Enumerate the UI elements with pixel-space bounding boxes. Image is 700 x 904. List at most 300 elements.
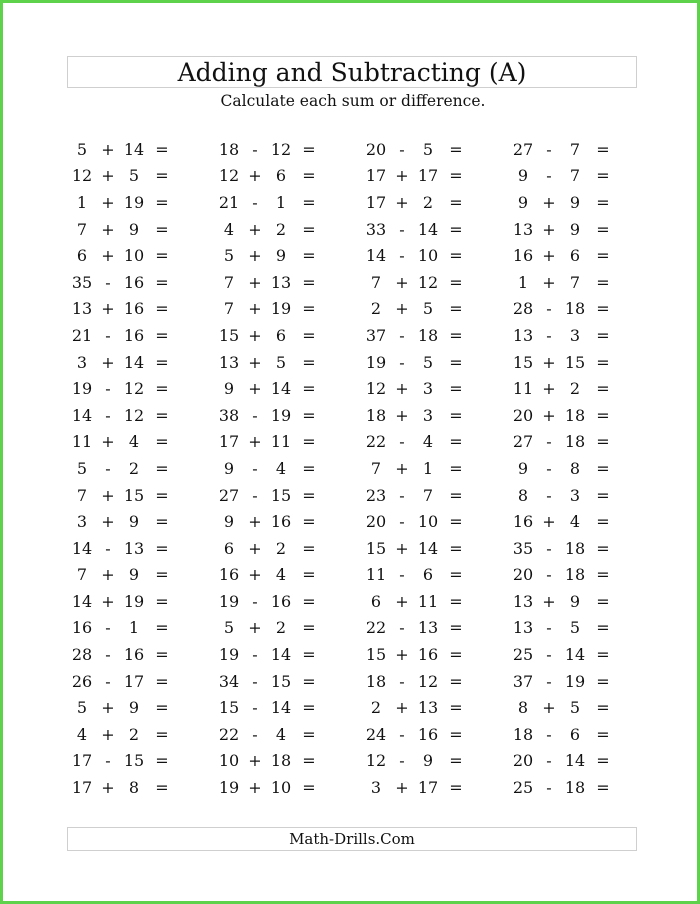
- equals-sign: =: [155, 751, 169, 771]
- equals-sign: =: [449, 565, 463, 585]
- operator: -: [546, 485, 552, 505]
- first-operand: 5: [223, 246, 235, 266]
- first-operand: 25: [512, 645, 534, 665]
- operator: +: [395, 379, 409, 399]
- problem-item: [359, 694, 506, 721]
- first-operand: 9: [517, 166, 529, 186]
- operator: -: [105, 538, 111, 558]
- second-operand: 13: [270, 272, 292, 292]
- second-operand: 2: [569, 379, 581, 399]
- second-operand: 10: [417, 246, 439, 266]
- problems-grid: [65, 136, 625, 801]
- equals-sign: =: [449, 405, 463, 425]
- problem-item: [359, 375, 506, 402]
- first-operand: 9: [223, 512, 235, 532]
- equals-sign: =: [596, 751, 610, 771]
- second-operand: 5: [422, 299, 434, 319]
- first-operand: 7: [76, 485, 88, 505]
- problem-item: [65, 269, 212, 296]
- equals-sign: =: [449, 192, 463, 212]
- second-operand: 2: [275, 538, 287, 558]
- operator: +: [101, 591, 115, 611]
- operator: -: [399, 671, 405, 691]
- problem-item: [506, 694, 653, 721]
- second-operand: 15: [564, 352, 586, 372]
- second-operand: 6: [569, 246, 581, 266]
- problem-item: [65, 242, 212, 269]
- first-operand: 7: [370, 272, 382, 292]
- second-operand: 4: [275, 565, 287, 585]
- second-operand: 14: [123, 352, 145, 372]
- first-operand: 17: [365, 192, 387, 212]
- operator: +: [542, 246, 556, 266]
- problem-item: [506, 455, 653, 482]
- problem-item: [212, 721, 359, 748]
- first-operand: 16: [512, 246, 534, 266]
- second-operand: 16: [417, 645, 439, 665]
- problem-item: [359, 455, 506, 482]
- second-operand: 15: [270, 485, 292, 505]
- second-operand: 14: [270, 379, 292, 399]
- equals-sign: =: [596, 645, 610, 665]
- problem-item: [359, 402, 506, 429]
- problem-item: [212, 694, 359, 721]
- problem-item: [212, 322, 359, 349]
- second-operand: 2: [422, 192, 434, 212]
- second-operand: 15: [123, 485, 145, 505]
- equals-sign: =: [596, 778, 610, 798]
- operator: +: [395, 778, 409, 798]
- problem-item: [359, 429, 506, 456]
- problem-item: [212, 163, 359, 190]
- problem-item: [506, 482, 653, 509]
- equals-sign: =: [155, 432, 169, 452]
- equals-sign: =: [596, 299, 610, 319]
- first-operand: 2: [370, 299, 382, 319]
- problem-item: [506, 748, 653, 775]
- operator: +: [395, 192, 409, 212]
- operator: +: [542, 591, 556, 611]
- first-operand: 17: [218, 432, 240, 452]
- problem-item: [359, 562, 506, 589]
- equals-sign: =: [449, 591, 463, 611]
- operator: -: [399, 219, 405, 239]
- first-operand: 17: [365, 166, 387, 186]
- second-operand: 3: [569, 325, 581, 345]
- equals-sign: =: [302, 698, 316, 718]
- problem-item: [65, 535, 212, 562]
- equals-sign: =: [596, 485, 610, 505]
- second-operand: 14: [564, 645, 586, 665]
- equals-sign: =: [302, 671, 316, 691]
- problem-item: [212, 482, 359, 509]
- problem-item: [506, 269, 653, 296]
- second-operand: 18: [564, 405, 586, 425]
- first-operand: 17: [71, 778, 93, 798]
- problem-item: [65, 641, 212, 668]
- operator: +: [248, 272, 262, 292]
- first-operand: 18: [365, 671, 387, 691]
- equals-sign: =: [302, 432, 316, 452]
- second-operand: 19: [123, 591, 145, 611]
- first-operand: 27: [512, 432, 534, 452]
- operator: +: [248, 219, 262, 239]
- operator: +: [395, 405, 409, 425]
- second-operand: 18: [417, 325, 439, 345]
- equals-sign: =: [155, 698, 169, 718]
- operator: +: [101, 698, 115, 718]
- second-operand: 19: [270, 405, 292, 425]
- first-operand: 15: [512, 352, 534, 372]
- first-operand: 13: [218, 352, 240, 372]
- equals-sign: =: [155, 139, 169, 159]
- second-operand: 9: [569, 192, 581, 212]
- operator: -: [105, 272, 111, 292]
- first-operand: 25: [512, 778, 534, 798]
- equals-sign: =: [449, 458, 463, 478]
- first-operand: 4: [223, 219, 235, 239]
- problem-item: [506, 216, 653, 243]
- operator: -: [399, 325, 405, 345]
- problem-item: [359, 136, 506, 163]
- first-operand: 15: [365, 645, 387, 665]
- first-operand: 14: [71, 591, 93, 611]
- operator: +: [101, 192, 115, 212]
- problem-item: [359, 163, 506, 190]
- operator: -: [105, 751, 111, 771]
- problem-item: [212, 562, 359, 589]
- first-operand: 18: [512, 724, 534, 744]
- problem-item: [65, 402, 212, 429]
- problem-item: [65, 322, 212, 349]
- problem-item: [506, 349, 653, 376]
- second-operand: 13: [123, 538, 145, 558]
- second-operand: 9: [422, 751, 434, 771]
- second-operand: 14: [270, 645, 292, 665]
- problem-item: [212, 349, 359, 376]
- operator: -: [546, 299, 552, 319]
- operator: +: [248, 325, 262, 345]
- equals-sign: =: [596, 272, 610, 292]
- first-operand: 3: [76, 352, 88, 372]
- equals-sign: =: [449, 139, 463, 159]
- equals-sign: =: [155, 778, 169, 798]
- first-operand: 13: [512, 618, 534, 638]
- equals-sign: =: [302, 192, 316, 212]
- problem-item: [359, 535, 506, 562]
- worksheet-title: Adding and Subtracting (A): [67, 56, 637, 88]
- problem-item: [506, 136, 653, 163]
- operator: +: [395, 272, 409, 292]
- operator: +: [248, 432, 262, 452]
- first-operand: 33: [365, 219, 387, 239]
- second-operand: 9: [128, 698, 140, 718]
- problem-item: [506, 375, 653, 402]
- operator: +: [101, 166, 115, 186]
- second-operand: 1: [128, 618, 140, 638]
- first-operand: 7: [223, 272, 235, 292]
- problem-item: [212, 189, 359, 216]
- equals-sign: =: [302, 299, 316, 319]
- first-operand: 16: [512, 512, 534, 532]
- equals-sign: =: [155, 219, 169, 239]
- operator: +: [248, 538, 262, 558]
- operator: -: [546, 432, 552, 452]
- equals-sign: =: [449, 512, 463, 532]
- problem-item: [506, 296, 653, 323]
- equals-sign: =: [449, 219, 463, 239]
- equals-sign: =: [596, 565, 610, 585]
- first-operand: 23: [365, 485, 387, 505]
- second-operand: 2: [128, 724, 140, 744]
- first-operand: 13: [512, 591, 534, 611]
- first-operand: 12: [365, 379, 387, 399]
- operator: +: [248, 166, 262, 186]
- problem-item: [65, 615, 212, 642]
- operator: -: [546, 565, 552, 585]
- first-operand: 16: [71, 618, 93, 638]
- first-operand: 3: [76, 512, 88, 532]
- second-operand: 19: [123, 192, 145, 212]
- problem-item: [65, 455, 212, 482]
- operator: -: [546, 325, 552, 345]
- equals-sign: =: [302, 645, 316, 665]
- problem-item: [359, 588, 506, 615]
- problem-item: [65, 136, 212, 163]
- first-operand: 6: [76, 246, 88, 266]
- second-operand: 19: [564, 671, 586, 691]
- equals-sign: =: [449, 432, 463, 452]
- equals-sign: =: [302, 565, 316, 585]
- first-operand: 11: [71, 432, 93, 452]
- operator: +: [542, 219, 556, 239]
- first-operand: 38: [218, 405, 240, 425]
- worksheet-footer: Math-Drills.Com: [67, 827, 637, 851]
- second-operand: 18: [564, 565, 586, 585]
- first-operand: 18: [218, 139, 240, 159]
- equals-sign: =: [449, 299, 463, 319]
- problem-item: [212, 774, 359, 801]
- equals-sign: =: [155, 485, 169, 505]
- equals-sign: =: [449, 166, 463, 186]
- second-operand: 9: [128, 512, 140, 532]
- operator: +: [395, 538, 409, 558]
- operator: +: [101, 432, 115, 452]
- equals-sign: =: [302, 591, 316, 611]
- equals-sign: =: [155, 565, 169, 585]
- operator: +: [248, 778, 262, 798]
- equals-sign: =: [302, 538, 316, 558]
- equals-sign: =: [596, 246, 610, 266]
- second-operand: 16: [270, 591, 292, 611]
- equals-sign: =: [449, 246, 463, 266]
- problem-item: [506, 535, 653, 562]
- problem-item: [65, 748, 212, 775]
- equals-sign: =: [596, 458, 610, 478]
- first-operand: 16: [218, 565, 240, 585]
- equals-sign: =: [596, 219, 610, 239]
- second-operand: 15: [270, 671, 292, 691]
- equals-sign: =: [302, 246, 316, 266]
- second-operand: 5: [422, 352, 434, 372]
- problem-item: [359, 721, 506, 748]
- second-operand: 12: [270, 139, 292, 159]
- problem-item: [65, 694, 212, 721]
- operator: -: [546, 166, 552, 186]
- problem-item: [506, 322, 653, 349]
- second-operand: 16: [123, 299, 145, 319]
- second-operand: 9: [128, 565, 140, 585]
- first-operand: 9: [517, 458, 529, 478]
- equals-sign: =: [596, 405, 610, 425]
- operator: -: [546, 618, 552, 638]
- first-operand: 7: [76, 219, 88, 239]
- problem-item: [65, 216, 212, 243]
- operator: -: [252, 645, 258, 665]
- problem-item: [506, 402, 653, 429]
- second-operand: 2: [128, 458, 140, 478]
- first-operand: 14: [71, 405, 93, 425]
- first-operand: 14: [365, 246, 387, 266]
- operator: +: [395, 591, 409, 611]
- operator: -: [546, 139, 552, 159]
- problem-item: [212, 668, 359, 695]
- equals-sign: =: [596, 166, 610, 186]
- problem-item: [212, 535, 359, 562]
- operator: -: [105, 671, 111, 691]
- operator: -: [546, 778, 552, 798]
- first-operand: 15: [218, 698, 240, 718]
- operator: +: [542, 272, 556, 292]
- first-operand: 18: [365, 405, 387, 425]
- problem-item: [65, 429, 212, 456]
- equals-sign: =: [302, 219, 316, 239]
- equals-sign: =: [449, 671, 463, 691]
- second-operand: 16: [123, 325, 145, 345]
- equals-sign: =: [596, 352, 610, 372]
- first-operand: 5: [76, 458, 88, 478]
- second-operand: 14: [270, 698, 292, 718]
- operator: -: [252, 591, 258, 611]
- first-operand: 13: [512, 219, 534, 239]
- problem-item: [65, 163, 212, 190]
- problem-item: [359, 748, 506, 775]
- first-operand: 22: [218, 724, 240, 744]
- problem-item: [359, 508, 506, 535]
- equals-sign: =: [155, 272, 169, 292]
- equals-sign: =: [302, 512, 316, 532]
- first-operand: 5: [76, 698, 88, 718]
- first-operand: 22: [365, 618, 387, 638]
- equals-sign: =: [596, 192, 610, 212]
- equals-sign: =: [155, 458, 169, 478]
- operator: -: [546, 645, 552, 665]
- operator: +: [101, 352, 115, 372]
- operator: -: [252, 405, 258, 425]
- equals-sign: =: [596, 618, 610, 638]
- equals-sign: =: [596, 139, 610, 159]
- first-operand: 26: [71, 671, 93, 691]
- operator: -: [105, 325, 111, 345]
- second-operand: 17: [417, 778, 439, 798]
- problem-item: [359, 349, 506, 376]
- first-operand: 8: [517, 485, 529, 505]
- problem-item: [506, 508, 653, 535]
- equals-sign: =: [449, 485, 463, 505]
- equals-sign: =: [302, 139, 316, 159]
- first-operand: 19: [218, 645, 240, 665]
- second-operand: 15: [123, 751, 145, 771]
- problem-item: [212, 136, 359, 163]
- first-operand: 20: [365, 139, 387, 159]
- second-operand: 4: [275, 724, 287, 744]
- problem-item: [359, 242, 506, 269]
- first-operand: 7: [370, 458, 382, 478]
- equals-sign: =: [155, 671, 169, 691]
- problem-item: [359, 615, 506, 642]
- operator: +: [101, 778, 115, 798]
- equals-sign: =: [302, 458, 316, 478]
- operator: +: [248, 565, 262, 585]
- first-operand: 1: [517, 272, 529, 292]
- second-operand: 5: [128, 166, 140, 186]
- first-operand: 1: [76, 192, 88, 212]
- second-operand: 5: [275, 352, 287, 372]
- first-operand: 5: [76, 139, 88, 159]
- first-operand: 28: [512, 299, 534, 319]
- second-operand: 11: [270, 432, 292, 452]
- equals-sign: =: [302, 751, 316, 771]
- second-operand: 4: [128, 432, 140, 452]
- operator: -: [399, 485, 405, 505]
- problem-item: [212, 429, 359, 456]
- first-operand: 14: [71, 538, 93, 558]
- second-operand: 2: [275, 618, 287, 638]
- problem-item: [506, 189, 653, 216]
- operator: -: [399, 512, 405, 532]
- first-operand: 12: [365, 751, 387, 771]
- operator: -: [546, 671, 552, 691]
- equals-sign: =: [449, 724, 463, 744]
- operator: +: [395, 299, 409, 319]
- operator: -: [399, 246, 405, 266]
- second-operand: 7: [569, 272, 581, 292]
- problem-item: [506, 668, 653, 695]
- second-operand: 16: [123, 272, 145, 292]
- operator: -: [399, 139, 405, 159]
- second-operand: 14: [564, 751, 586, 771]
- first-operand: 19: [71, 379, 93, 399]
- equals-sign: =: [155, 591, 169, 611]
- second-operand: 1: [422, 458, 434, 478]
- equals-sign: =: [302, 724, 316, 744]
- first-operand: 13: [512, 325, 534, 345]
- equals-sign: =: [449, 325, 463, 345]
- second-operand: 18: [564, 778, 586, 798]
- problem-item: [65, 189, 212, 216]
- problem-item: [359, 189, 506, 216]
- second-operand: 14: [417, 219, 439, 239]
- first-operand: 22: [365, 432, 387, 452]
- second-operand: 14: [123, 139, 145, 159]
- first-operand: 7: [223, 299, 235, 319]
- equals-sign: =: [155, 325, 169, 345]
- problem-item: [65, 296, 212, 323]
- problem-item: [212, 296, 359, 323]
- equals-sign: =: [449, 272, 463, 292]
- operator: +: [101, 512, 115, 532]
- first-operand: 20: [512, 565, 534, 585]
